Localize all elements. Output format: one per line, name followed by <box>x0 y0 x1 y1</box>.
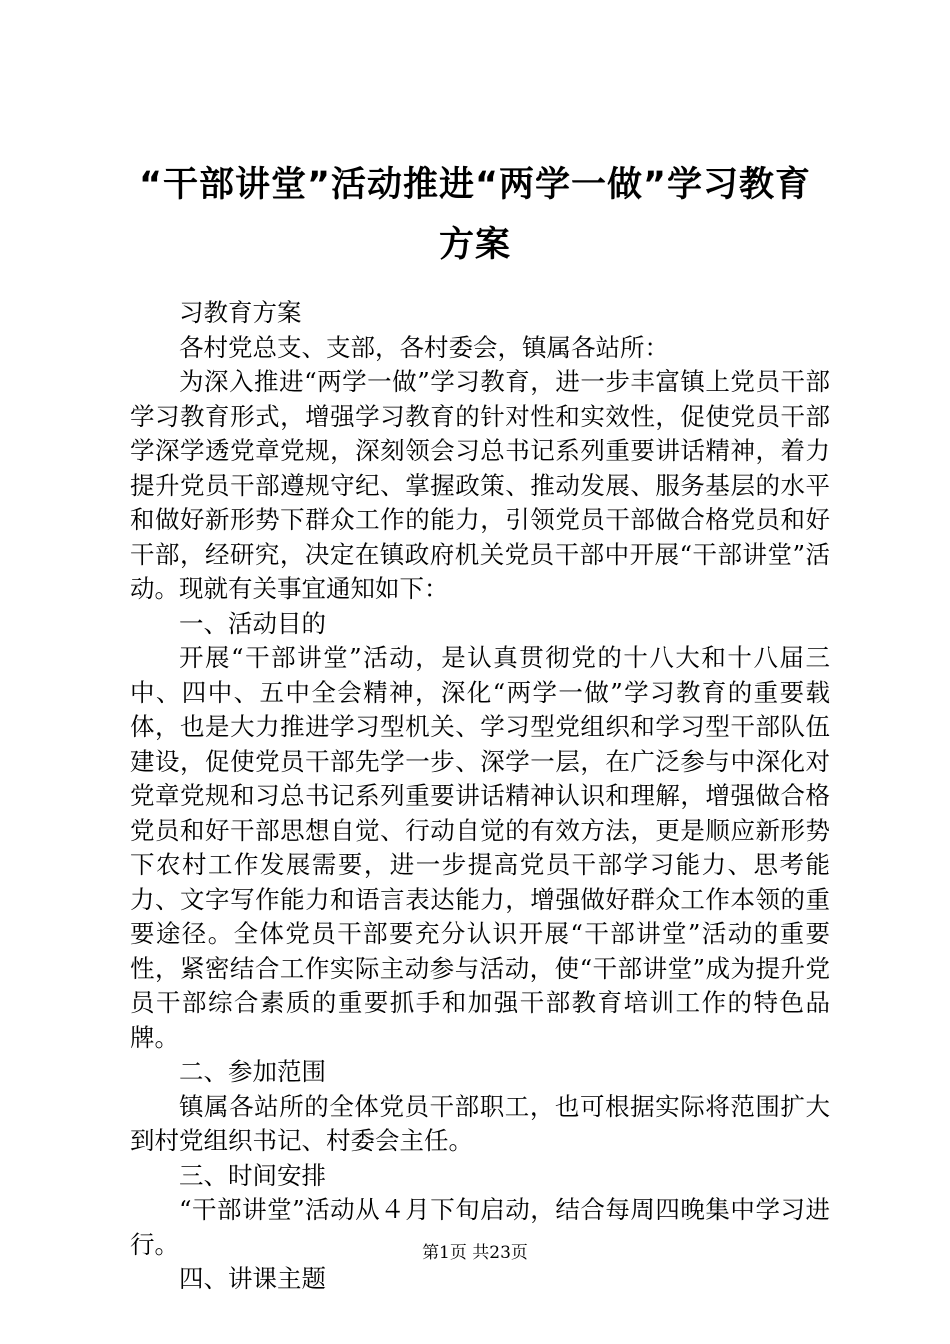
page-footer: 第1页 共23页 <box>422 1243 528 1263</box>
paragraph: 镇属各站所的全体党员干部职工，也可根据实际将范围扩大到村党组织书记、村委会主任。 <box>130 1091 830 1155</box>
section-heading: 四、讲课主题 <box>179 1264 326 1293</box>
section-heading: 一、活动目的 <box>179 608 326 638</box>
section-heading: 二、参加范围 <box>179 1057 326 1086</box>
title-line-2: 方案 <box>438 225 511 265</box>
section-heading: 三、时间安排 <box>179 1160 326 1190</box>
title-line-1: “干部讲堂”活动推进“两学一做”学习教育 <box>138 165 811 205</box>
paragraph: 开展“干部讲堂”活动，是认真贯彻党的十八大和十八届三中、四中、五中全会精神，深化“两学一做”学习教育的重要载体，也是大力推进学习型机关、学习型党组织和学习型干部队伍建设，促使党员干部先学一步、深学一层，在广泛参与中深化对党章党规和习总书记系列重要讲话精神认识和理解，增强做合格党员和好干部思想自觉、行动自觉的有效方法，更是顺应新形势下农村工作发展需要，进一步提高党员干部学习能力、思考能力、文字写作能力和语言表达能力，增强做好群众工作本领的重要途径。全体党员干部要充分认识开展“干部讲堂”活动的重要性，紧密结合工作实际主动参与活动，使“干部讲堂”成为提升党员干部综合素质的重要抓手和加强干部教育培训工作的特色品牌。 <box>130 643 830 1052</box>
paragraph: 各村党总支、支部，各村委会，镇属各站所： <box>179 332 669 362</box>
document-body <box>130 296 830 1297</box>
paragraph: “干部讲堂”活动从４月下旬启动，结合每周四晚集中学习进行。 <box>130 1195 830 1259</box>
document-title <box>100 155 850 275</box>
paragraph: 为深入推进“两学一做”学习教育，进一步丰富镇上党员干部学习教育形式，增强学习教育的针对性和实效性，促使党员干部学深学透党章党规，深刻领会习总书记系列重要讲话精神，着力提升党员干部遵规守纪、掌握政策、推动发展、服务基层的水平和做好新形势下群众工作的能力，引领党员干部做合格党员和好干部，经研究，决定在镇政府机关党员干部中开展“干部讲堂”活动。现就有关事宜通知如下： <box>130 367 830 603</box>
paragraph: 习教育方案 <box>179 298 302 327</box>
